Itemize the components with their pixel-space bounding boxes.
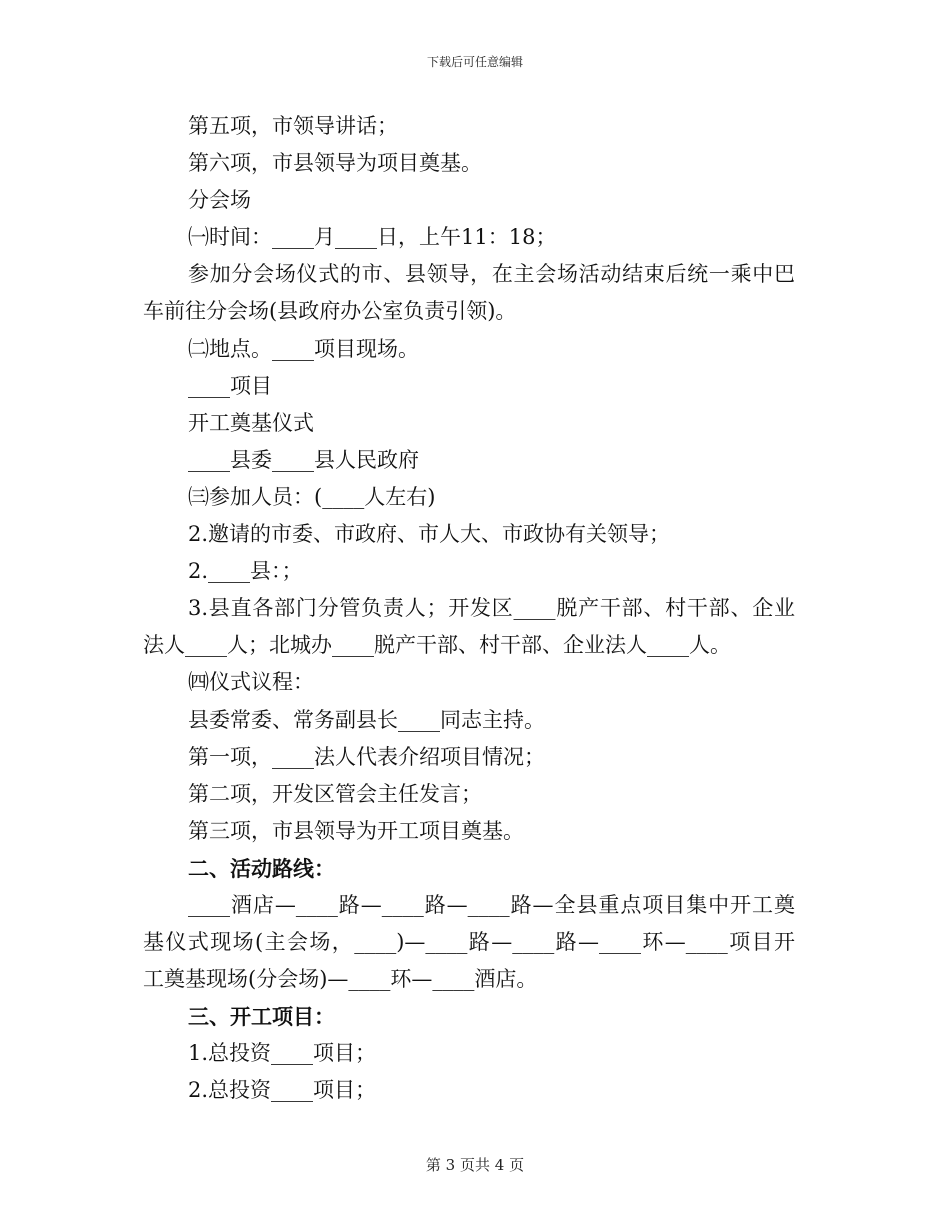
list-item: 1.总投资____项目； [188,1041,377,1066]
agenda-item-two: 第二项，开发区管会主任发言； [188,781,482,806]
body-line: 车前往分会场(县政府办公室负责引领)。 [143,299,517,324]
list-item: 2.邀请的市委、市政府、市人大、市政协有关领导； [188,522,671,547]
page-number: 第 3 页共 4 页 [425,1156,525,1174]
time-line: ㈠时间：____月____日，上午11：18； [188,225,557,250]
route-line: 基仪式现场(主会场，____)—____路—____路—____环—____项目开 [143,930,795,955]
list-item: 2.总投资____项目； [188,1078,377,1103]
page-header-note: 下载后可任意编辑 [426,55,523,69]
body-line: 参加分会场仪式的市、县领导，在主会场活动结束后统一乘中巴 [188,262,795,287]
body-line: 县委常委、常务副县长____同志主持。 [188,707,545,732]
ceremony-agenda-title: ㈣仪式议程： [188,670,314,695]
participants-line: ㈢参加人员：(____人左右) [188,484,436,509]
subsection-title: 分会场 [188,188,251,213]
section-heading: 三、开工项目： [188,1004,335,1030]
list-item: 2.____县：； [188,559,303,584]
list-item: 3.县直各部门分管负责人；开发区____脱产干部、村干部、企业 [188,596,795,621]
route-line: 工奠基现场(分会场)—____环—____酒店。 [143,967,538,992]
document-body [143,108,795,1110]
body-line: ____项目 [188,373,272,398]
section-heading: 二、活动路线： [188,855,335,881]
route-line: ____酒店—____路—____路—____路—全县重点项目集中开工奠 [188,892,795,917]
body-line: 法人____人；北城办____脱产干部、村干部、企业法人____人。 [143,633,731,658]
location-line: ㈡地点。____项目现场。 [188,336,419,361]
body-line: ____县委____县人民政府 [188,447,419,472]
agenda-item-three: 第三项，市县领导为开工项目奠基。 [188,818,524,843]
agenda-item-six: 第六项，市县领导为项目奠基。 [188,151,482,176]
agenda-item-one: 第一项，____法人代表介绍项目情况； [188,744,545,769]
body-line: 开工奠基仪式 [188,410,314,435]
agenda-item-five: 第五项，市领导讲话； [188,114,398,138]
